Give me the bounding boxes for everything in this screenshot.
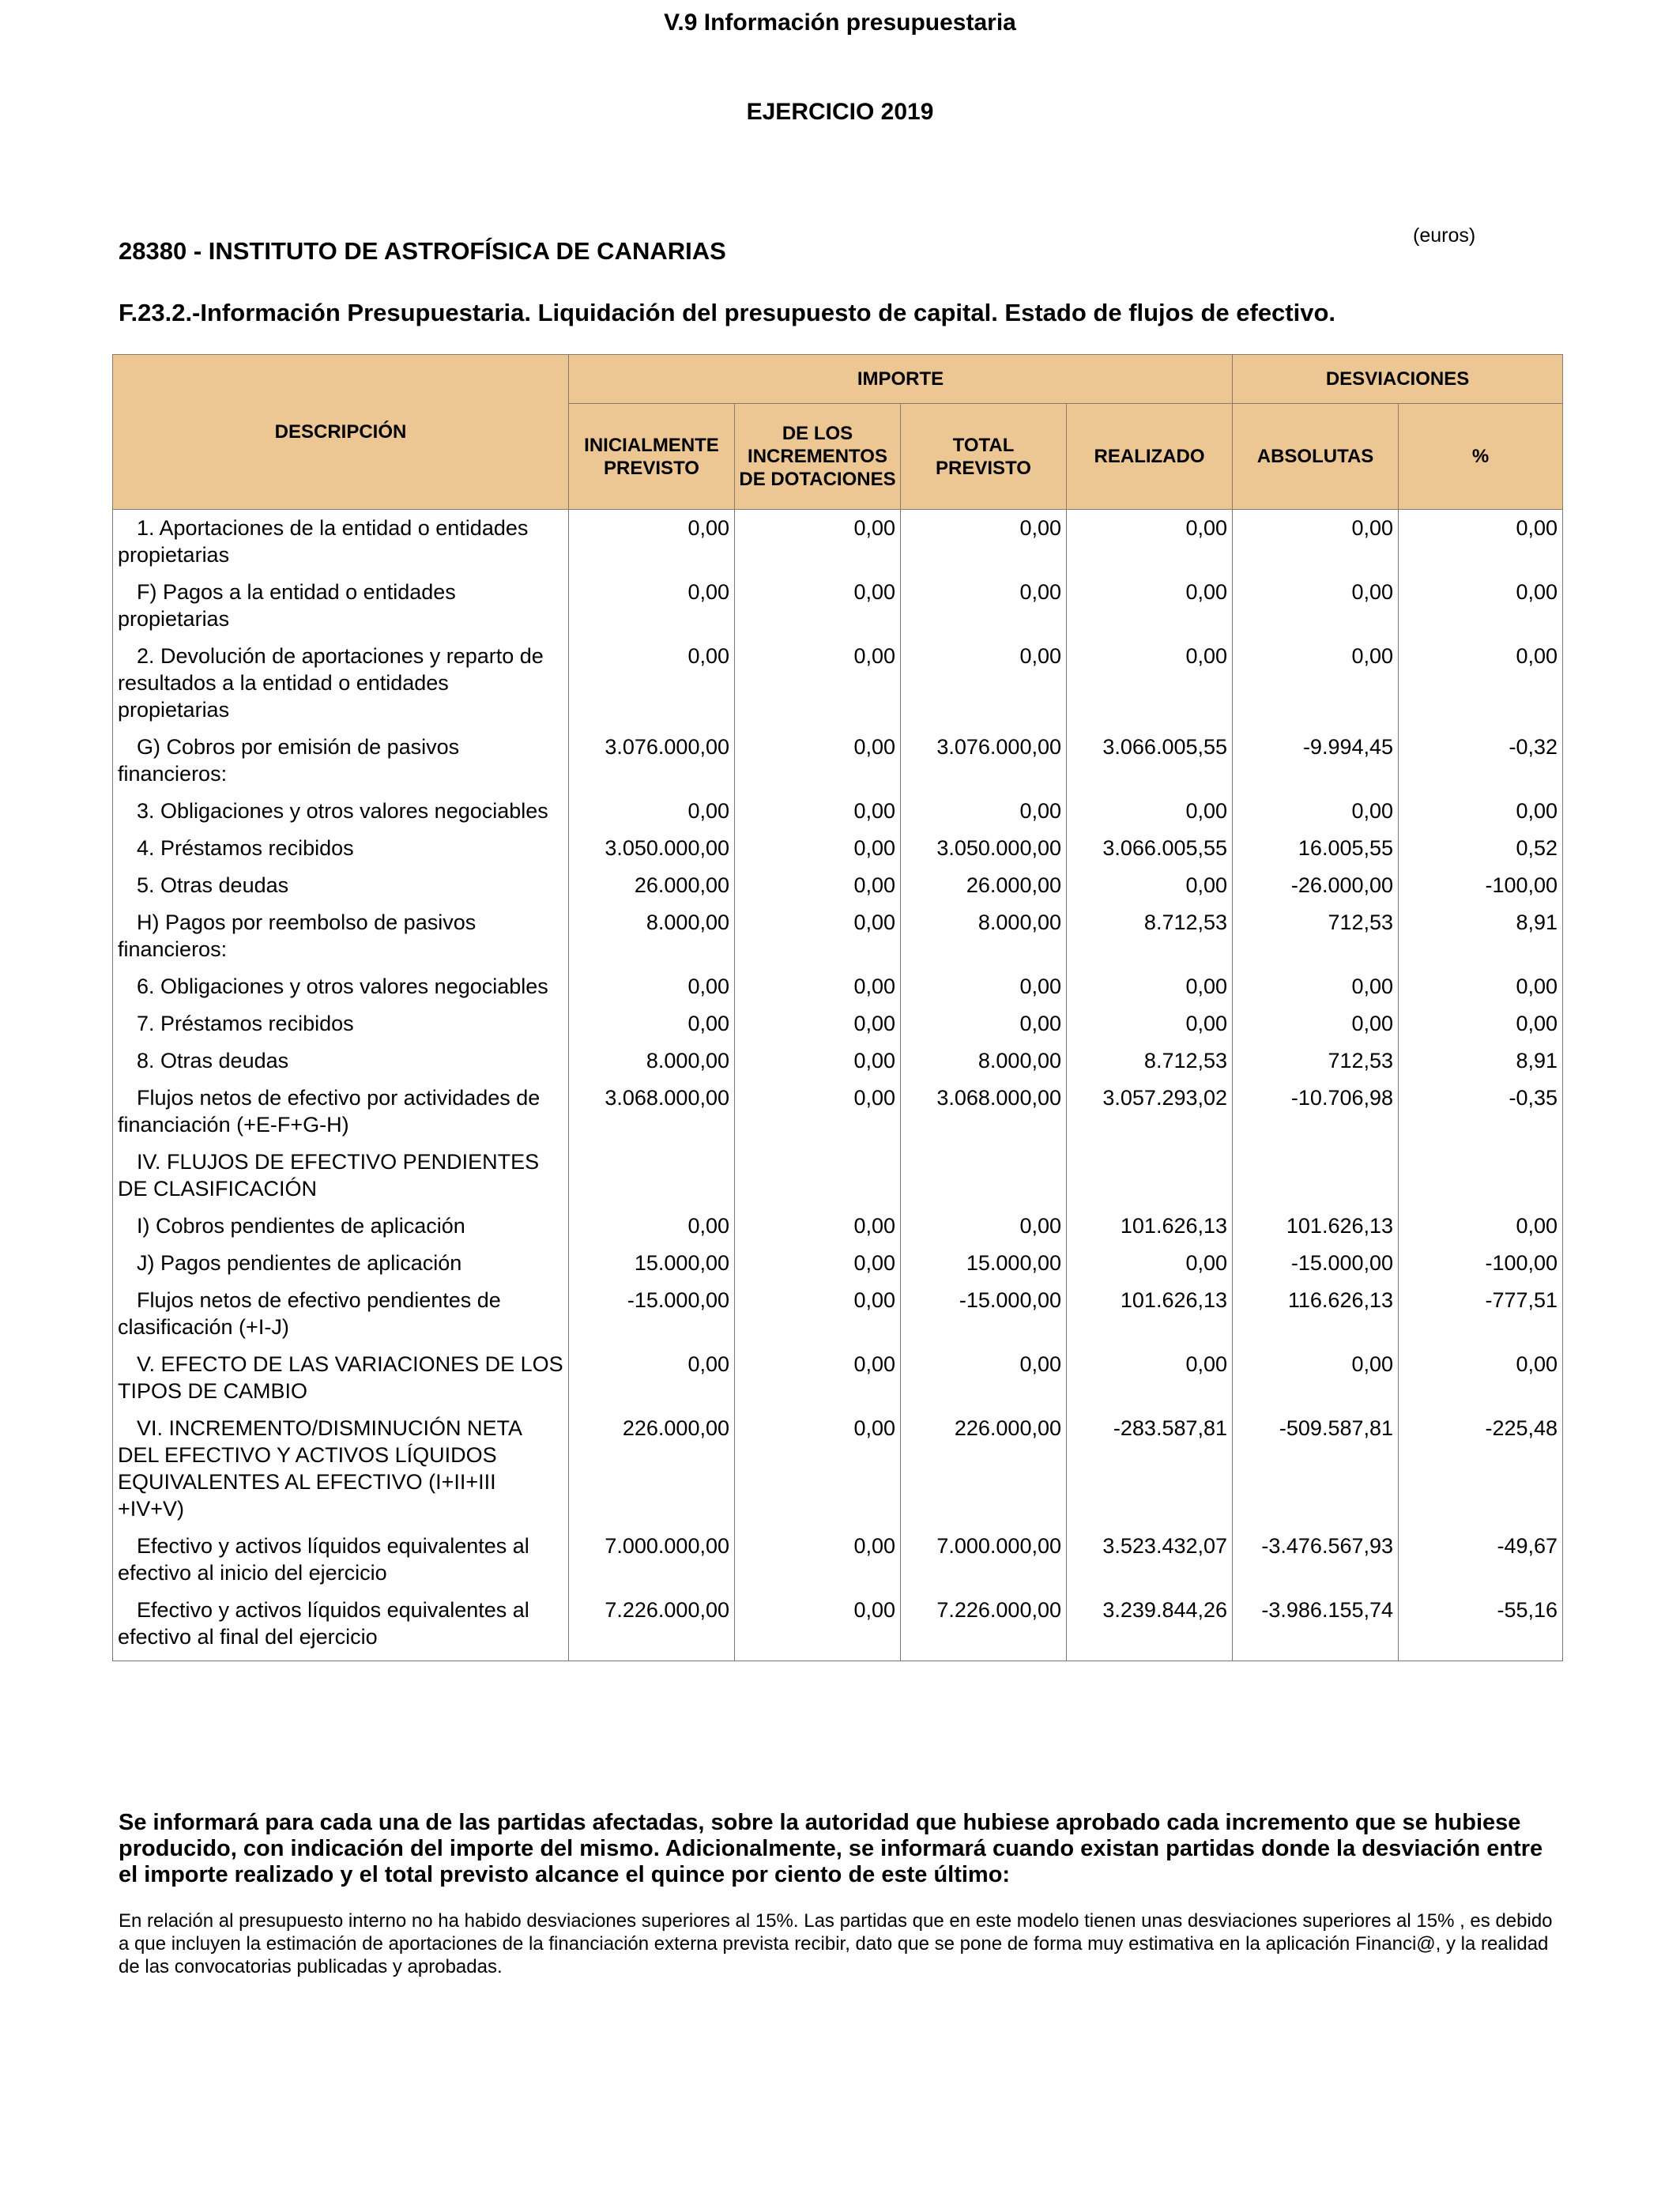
cell-pct: 0,00	[1399, 973, 1563, 1010]
cell-pct: 0,00	[1399, 579, 1563, 643]
cell-pct: -100,00	[1399, 1250, 1563, 1287]
cell-realizado: 0,00	[1067, 1250, 1233, 1287]
cell-pct: 0,00	[1399, 1351, 1563, 1415]
row-description	[113, 872, 569, 909]
cell-total: 7.000.000,00	[901, 1532, 1067, 1596]
cell-incrementos: 0,00	[735, 1532, 901, 1596]
table-row	[113, 797, 1563, 835]
cell-pct: 0,00	[1399, 1212, 1563, 1250]
cell-pct: -55,16	[1399, 1596, 1563, 1661]
cell-absolutas: -509.587,81	[1233, 1415, 1399, 1532]
cell-realizado: 3.066.005,55	[1067, 733, 1233, 797]
cell-total: 8.000,00	[901, 909, 1067, 973]
row-description-text: J) Pagos pendientes de aplicación	[137, 1251, 462, 1275]
cell-inicial: 226.000,00	[569, 1415, 735, 1532]
cell-total: 15.000,00	[901, 1250, 1067, 1287]
cell-realizado: 8.712,53	[1067, 909, 1233, 973]
row-description-text: 5. Otras deudas	[137, 873, 289, 897]
cell-inicial: 7.226.000,00	[569, 1596, 735, 1661]
cell-incrementos: 0,00	[735, 1212, 901, 1250]
table-row	[113, 1212, 1563, 1250]
cell-total: 0,00	[901, 1010, 1067, 1047]
cell-pct	[1399, 1148, 1563, 1212]
row-description	[113, 1047, 569, 1084]
cell-incrementos: 0,00	[735, 1010, 901, 1047]
row-description-text: H) Pagos por reembolso de pasivos financieros:	[118, 910, 477, 961]
cell-pct: 8,91	[1399, 909, 1563, 973]
cell-incrementos: 0,00	[735, 909, 901, 973]
cell-absolutas: -3.476.567,93	[1233, 1532, 1399, 1596]
table-row	[113, 510, 1563, 579]
table-row	[113, 1084, 1563, 1148]
cell-absolutas: 101.626,13	[1233, 1212, 1399, 1250]
cell-inicial: -15.000,00	[569, 1287, 735, 1351]
cell-incrementos: 0,00	[735, 973, 901, 1010]
col-header-descripcion: DESCRIPCIÓN	[113, 355, 569, 510]
cell-absolutas: 0,00	[1233, 510, 1399, 579]
row-description-text: Efectivo y activos líquidos equivalentes al efectivo al final del ejercicio	[118, 1598, 529, 1649]
cell-incrementos: 0,00	[735, 1596, 901, 1661]
units-label: (euros)	[1413, 224, 1476, 247]
cell-incrementos: 0,00	[735, 797, 901, 835]
cell-realizado	[1067, 1148, 1233, 1212]
cell-inicial: 3.076.000,00	[569, 733, 735, 797]
exercise-year: EJERCICIO 2019	[746, 99, 934, 125]
explanation-note: En relación al presupuesto interno no ha habido desviaciones superiores al 15%. Las partidas que en este modelo tienen unas desviaciones superiores al 15% , es debido a que incluyen la estimación de aportaciones de la financiación externa prevista recibir, dato que se pone de forma muy estimativa en la aplicación Financi@, y la realidad de las convocatorias publicadas y aprobadas.	[119, 1910, 1553, 1977]
cell-absolutas: 16.005,55	[1233, 835, 1399, 872]
cell-incrementos: 0,00	[735, 835, 901, 872]
row-description-text: V. EFECTO DE LAS VARIACIONES DE LOS TIPOS DE CAMBIO	[118, 1352, 563, 1403]
row-description	[113, 1596, 569, 1661]
cell-inicial: 0,00	[569, 1212, 735, 1250]
cell-incrementos: 0,00	[735, 1250, 901, 1287]
cell-total: 0,00	[901, 797, 1067, 835]
row-description-text: 1. Aportaciones de la entidad o entidades propietarias	[118, 516, 529, 567]
row-description-text: VI. INCREMENTO/DISMINUCIÓN NETA DEL EFECTIVO Y ACTIVOS LÍQUIDOS EQUIVALENTES AL EFECTIVO (I+II+III +IV+V)	[118, 1416, 522, 1521]
cell-incrementos: 0,00	[735, 1047, 901, 1084]
cell-inicial	[569, 1148, 735, 1212]
cell-inicial: 0,00	[569, 1010, 735, 1047]
cell-total: 0,00	[901, 643, 1067, 733]
cell-total: 0,00	[901, 510, 1067, 579]
table-row	[113, 1250, 1563, 1287]
row-description	[113, 643, 569, 733]
row-description	[113, 1084, 569, 1148]
row-description-text: 3. Obligaciones y otros valores negociables	[137, 799, 548, 823]
row-description-text: 8. Otras deudas	[137, 1049, 289, 1072]
cell-absolutas: -9.994,45	[1233, 733, 1399, 797]
row-description-text: 4. Préstamos recibidos	[137, 836, 354, 860]
cell-absolutas: 712,53	[1233, 909, 1399, 973]
cell-incrementos: 0,00	[735, 1084, 901, 1148]
row-description	[113, 1287, 569, 1351]
cell-inicial: 8.000,00	[569, 909, 735, 973]
cell-pct: 0,00	[1399, 1010, 1563, 1047]
cell-pct: 0,52	[1399, 835, 1563, 872]
cell-pct: -0,35	[1399, 1084, 1563, 1148]
cell-realizado: 3.523.432,07	[1067, 1532, 1233, 1596]
cell-incrementos: 0,00	[735, 643, 901, 733]
row-description	[113, 1415, 569, 1532]
instruction-note: Se informará para cada una de las partidas afectadas, sobre la autoridad que hubiese aprobado cada incremento que se hubiese producido, con indicación del importe del mismo. Adicionalmente, se informará cuando existan partidas donde la desviación entre el importe realizado y el total previsto alcance el quince por ciento de este último:	[119, 1810, 1543, 1887]
cell-total: 3.050.000,00	[901, 835, 1067, 872]
cell-incrementos: 0,00	[735, 1351, 901, 1415]
table-row	[113, 1148, 1563, 1212]
cell-inicial: 0,00	[569, 973, 735, 1010]
table-row	[113, 1415, 1563, 1532]
cell-absolutas: 0,00	[1233, 643, 1399, 733]
row-description-text: IV. FLUJOS DE EFECTIVO PENDIENTES DE CLASIFICACIÓN	[118, 1150, 540, 1201]
cell-realizado: 3.066.005,55	[1067, 835, 1233, 872]
cell-realizado: 8.712,53	[1067, 1047, 1233, 1084]
table-row	[113, 1532, 1563, 1596]
table-row	[113, 579, 1563, 643]
cell-total: 3.068.000,00	[901, 1084, 1067, 1148]
cell-inicial: 15.000,00	[569, 1250, 735, 1287]
cell-inicial: 0,00	[569, 1351, 735, 1415]
row-description	[113, 510, 569, 579]
row-description-text: I) Cobros pendientes de aplicación	[137, 1214, 465, 1238]
cell-absolutas: 116.626,13	[1233, 1287, 1399, 1351]
cell-inicial: 7.000.000,00	[569, 1532, 735, 1596]
col-header-incrementos: DE LOS INCREMENTOS DE DOTACIONES	[735, 404, 901, 510]
cell-pct: 0,00	[1399, 510, 1563, 579]
cell-absolutas: -10.706,98	[1233, 1084, 1399, 1148]
table-row	[113, 973, 1563, 1010]
row-description	[113, 909, 569, 973]
cell-total: 26.000,00	[901, 872, 1067, 909]
cell-realizado: 0,00	[1067, 1351, 1233, 1415]
cell-realizado: 0,00	[1067, 797, 1233, 835]
table-row	[113, 1351, 1563, 1415]
row-description-text: Flujos netos de efectivo por actividades de financiación (+E-F+G-H)	[118, 1086, 541, 1137]
col-header-absolutas: ABSOLUTAS	[1233, 404, 1399, 510]
cell-incrementos: 0,00	[735, 510, 901, 579]
row-description-text: 7. Préstamos recibidos	[137, 1012, 354, 1035]
table-row	[113, 909, 1563, 973]
cell-pct: 8,91	[1399, 1047, 1563, 1084]
table-row	[113, 643, 1563, 733]
cell-realizado: 0,00	[1067, 973, 1233, 1010]
table-row	[113, 872, 1563, 909]
row-description-text: G) Cobros por emisión de pasivos financieros:	[118, 735, 460, 786]
page-title: V.9 Información presupuestaria	[664, 9, 1016, 36]
cell-incrementos: 0,00	[735, 1415, 901, 1532]
cell-pct: -225,48	[1399, 1415, 1563, 1532]
row-description	[113, 733, 569, 797]
form-title: F.23.2.-Información Presupuestaria. Liquidación del presupuesto de capital. Estado de flujos de efectivo.	[119, 299, 1336, 326]
cell-pct: 0,00	[1399, 643, 1563, 733]
cell-pct: -49,67	[1399, 1532, 1563, 1596]
row-description	[113, 1010, 569, 1047]
table-row	[113, 733, 1563, 797]
col-header-inicial: INICIALMENTE PREVISTO	[569, 404, 735, 510]
cell-pct: -0,32	[1399, 733, 1563, 797]
cell-incrementos	[735, 1148, 901, 1212]
cell-absolutas: -26.000,00	[1233, 872, 1399, 909]
row-description	[113, 1250, 569, 1287]
cell-realizado: 0,00	[1067, 872, 1233, 909]
cell-incrementos: 0,00	[735, 579, 901, 643]
table-row	[113, 835, 1563, 872]
row-description	[113, 797, 569, 835]
cell-absolutas: -15.000,00	[1233, 1250, 1399, 1287]
row-description	[113, 1532, 569, 1596]
cell-absolutas: 0,00	[1233, 973, 1399, 1010]
col-header-realizado: REALIZADO	[1067, 404, 1233, 510]
cell-total	[901, 1148, 1067, 1212]
table-row	[113, 1596, 1563, 1661]
group-header-importe: IMPORTE	[569, 355, 1233, 404]
cell-pct: -777,51	[1399, 1287, 1563, 1351]
col-header-pct: %	[1399, 404, 1563, 510]
cell-total: 0,00	[901, 1351, 1067, 1415]
cell-incrementos: 0,00	[735, 733, 901, 797]
cell-realizado: 0,00	[1067, 643, 1233, 733]
cell-total: 0,00	[901, 1212, 1067, 1250]
cell-realizado: 0,00	[1067, 510, 1233, 579]
row-description-text: F) Pagos a la entidad o entidades propietarias	[118, 580, 456, 631]
cell-total: 0,00	[901, 579, 1067, 643]
cell-absolutas: -3.986.155,74	[1233, 1596, 1399, 1661]
row-description	[113, 973, 569, 1010]
table-row	[113, 1010, 1563, 1047]
cell-inicial: 0,00	[569, 797, 735, 835]
cell-absolutas: 712,53	[1233, 1047, 1399, 1084]
cell-absolutas: 0,00	[1233, 797, 1399, 835]
cell-incrementos: 0,00	[735, 872, 901, 909]
cell-realizado: 3.239.844,26	[1067, 1596, 1233, 1661]
cell-total: 7.226.000,00	[901, 1596, 1067, 1661]
cell-total: 226.000,00	[901, 1415, 1067, 1532]
row-description	[113, 1351, 569, 1415]
cell-realizado: 101.626,13	[1067, 1212, 1233, 1250]
row-description	[113, 1148, 569, 1212]
cell-inicial: 26.000,00	[569, 872, 735, 909]
cell-absolutas: 0,00	[1233, 1010, 1399, 1047]
col-header-total: TOTAL PREVISTO	[901, 404, 1067, 510]
table-row	[113, 1047, 1563, 1084]
group-header-desviaciones: DESVIACIONES	[1233, 355, 1563, 404]
cell-inicial: 0,00	[569, 579, 735, 643]
row-description-text: 2. Devolución de aportaciones y reparto de resultados a la entidad o entidades propietarias	[118, 644, 544, 722]
cell-inicial: 0,00	[569, 643, 735, 733]
entity-name: 28380 - INSTITUTO DE ASTROFÍSICA DE CANARIAS	[119, 237, 726, 265]
row-description	[113, 579, 569, 643]
cell-total: 0,00	[901, 973, 1067, 1010]
row-description-text: 6. Obligaciones y otros valores negociables	[137, 974, 548, 998]
cell-absolutas: 0,00	[1233, 1351, 1399, 1415]
cell-pct: -100,00	[1399, 872, 1563, 909]
cell-inicial: 3.068.000,00	[569, 1084, 735, 1148]
cell-inicial: 0,00	[569, 510, 735, 579]
row-description-text: Efectivo y activos líquidos equivalentes al efectivo al inicio del ejercicio	[118, 1534, 529, 1585]
cell-realizado: -283.587,81	[1067, 1415, 1233, 1532]
cell-realizado: 101.626,13	[1067, 1287, 1233, 1351]
cell-inicial: 8.000,00	[569, 1047, 735, 1084]
cell-total: 8.000,00	[901, 1047, 1067, 1084]
cell-realizado: 0,00	[1067, 1010, 1233, 1047]
cash-flow-table	[112, 354, 1563, 1661]
cell-total: -15.000,00	[901, 1287, 1067, 1351]
cell-pct: 0,00	[1399, 797, 1563, 835]
cell-inicial: 3.050.000,00	[569, 835, 735, 872]
row-description-text: Flujos netos de efectivo pendientes de clasificación (+I-J)	[118, 1288, 501, 1339]
cell-total: 3.076.000,00	[901, 733, 1067, 797]
cell-incrementos: 0,00	[735, 1287, 901, 1351]
row-description	[113, 835, 569, 872]
cell-absolutas	[1233, 1148, 1399, 1212]
cell-absolutas: 0,00	[1233, 579, 1399, 643]
cell-realizado: 3.057.293,02	[1067, 1084, 1233, 1148]
cell-realizado: 0,00	[1067, 579, 1233, 643]
table-row	[113, 1287, 1563, 1351]
row-description	[113, 1212, 569, 1250]
